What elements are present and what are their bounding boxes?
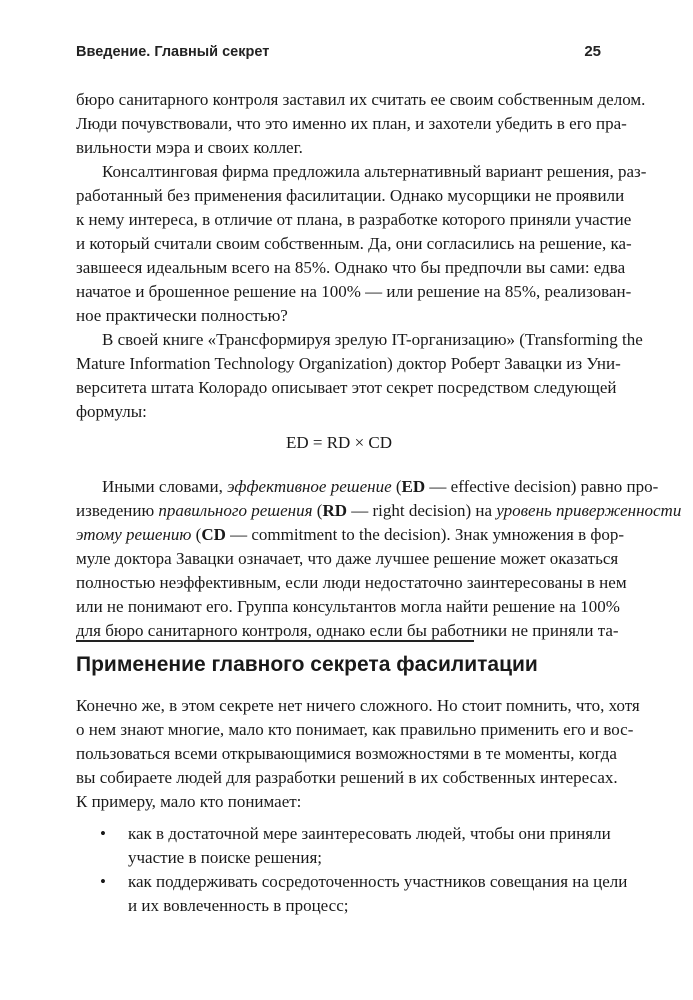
p2-line-3: к нему интереса, в отличие от плана, в разработке которого приняли участие [76, 210, 632, 229]
p2-line-5: завшееся идеальным всего на 85%. Однако что бы предпочли вы сами: едва [76, 258, 626, 277]
p1-line-3: вильности мэра и своих коллег. [76, 138, 303, 157]
p2-line-7: ное практически полностью? [76, 306, 288, 325]
p5-line-1: Конечно же, в этом секрете нет ничего сложного. Но стоит помнить, что, хотя [76, 696, 640, 715]
p3-line-1: В своей книге «Трансформируя зрелую IT-организацию» (Transforming the [102, 330, 643, 349]
bullet-2-line-2: и их вовлеченность в процесс; [128, 896, 349, 915]
bullet-marker: • [100, 824, 106, 843]
p4-line-5: полностью неэффективным, если люди недостаточно заинтересованы в нем [76, 573, 627, 592]
p3-line-2: Mature Information Technology Organization) доктор Роберт Завацки из Уни- [76, 354, 621, 373]
p4-line-2: изведению правильного решения (RD — right decision) на уровень приверженности [76, 501, 682, 520]
p4-line-4: муле доктора Завацки означает, что даже лучшее решение может оказаться [76, 549, 619, 568]
p1-line-2: Люди почувствовали, что это именно их план, и захотели убедить в его пра- [76, 114, 627, 133]
p4-line-6: или не понимают его. Группа консультантов могла найти решение на 100% [76, 597, 620, 616]
p4-line-7: для бюро санитарного контроля, однако если бы работники не приняли та- [76, 621, 619, 640]
p3-line-3: верситета штата Колорадо описывает этот секрет посредством следующей [76, 378, 617, 397]
p1-line-1: бюро санитарного контроля заставил их считать ее своим собственным делом. [76, 90, 646, 109]
running-head-chapter: Введение. Главный секрет [76, 44, 270, 60]
bullet-2-line-1: как поддерживать сосредоточенность участников совещания на цели [128, 872, 628, 891]
p2-line-6: начатое и брошенное решение на 100% — или решение на 85%, реализован- [76, 282, 632, 301]
p5-line-5: К примеру, мало кто понимает: [76, 792, 302, 811]
p4-line-3: этому решению (CD — commitment to the decision). Знак умножения в фор- [76, 525, 625, 544]
p5-line-2: о нем знают многие, мало кто понимает, как правильно применить его и вос- [76, 720, 634, 739]
page-number: 25 [584, 43, 601, 60]
p3-line-4: формулы: [76, 402, 147, 421]
p5-line-4: вы собираете людей для разработки решений в их собственных интересах. [76, 768, 618, 787]
p2-line-4: и который считали своим собственным. Да, они согласились на решение, ка- [76, 234, 632, 253]
bullet-1-line-2: участие в поиске решения; [128, 848, 323, 867]
formula: ED = RD × CD [285, 433, 393, 452]
bullet-1-line-1: как в достаточной мере заинтересовать людей, чтобы они приняли [128, 824, 611, 843]
section-heading: Применение главного секрета фасилитации [76, 653, 538, 676]
p2-line-2: работанный без применения фасилитации. Однако мусорщики не проявили [76, 186, 625, 205]
bullet-marker: • [100, 872, 106, 891]
p2-line-1: Консалтинговая фирма предложила альтернативный вариант решения, раз- [102, 162, 647, 181]
p4-line-1: Иными словами, эффективное решение (ED — effective decision) равно про- [102, 477, 659, 496]
p5-line-3: пользоваться всеми открывающимися возможностями в те моменты, когда [76, 744, 617, 763]
